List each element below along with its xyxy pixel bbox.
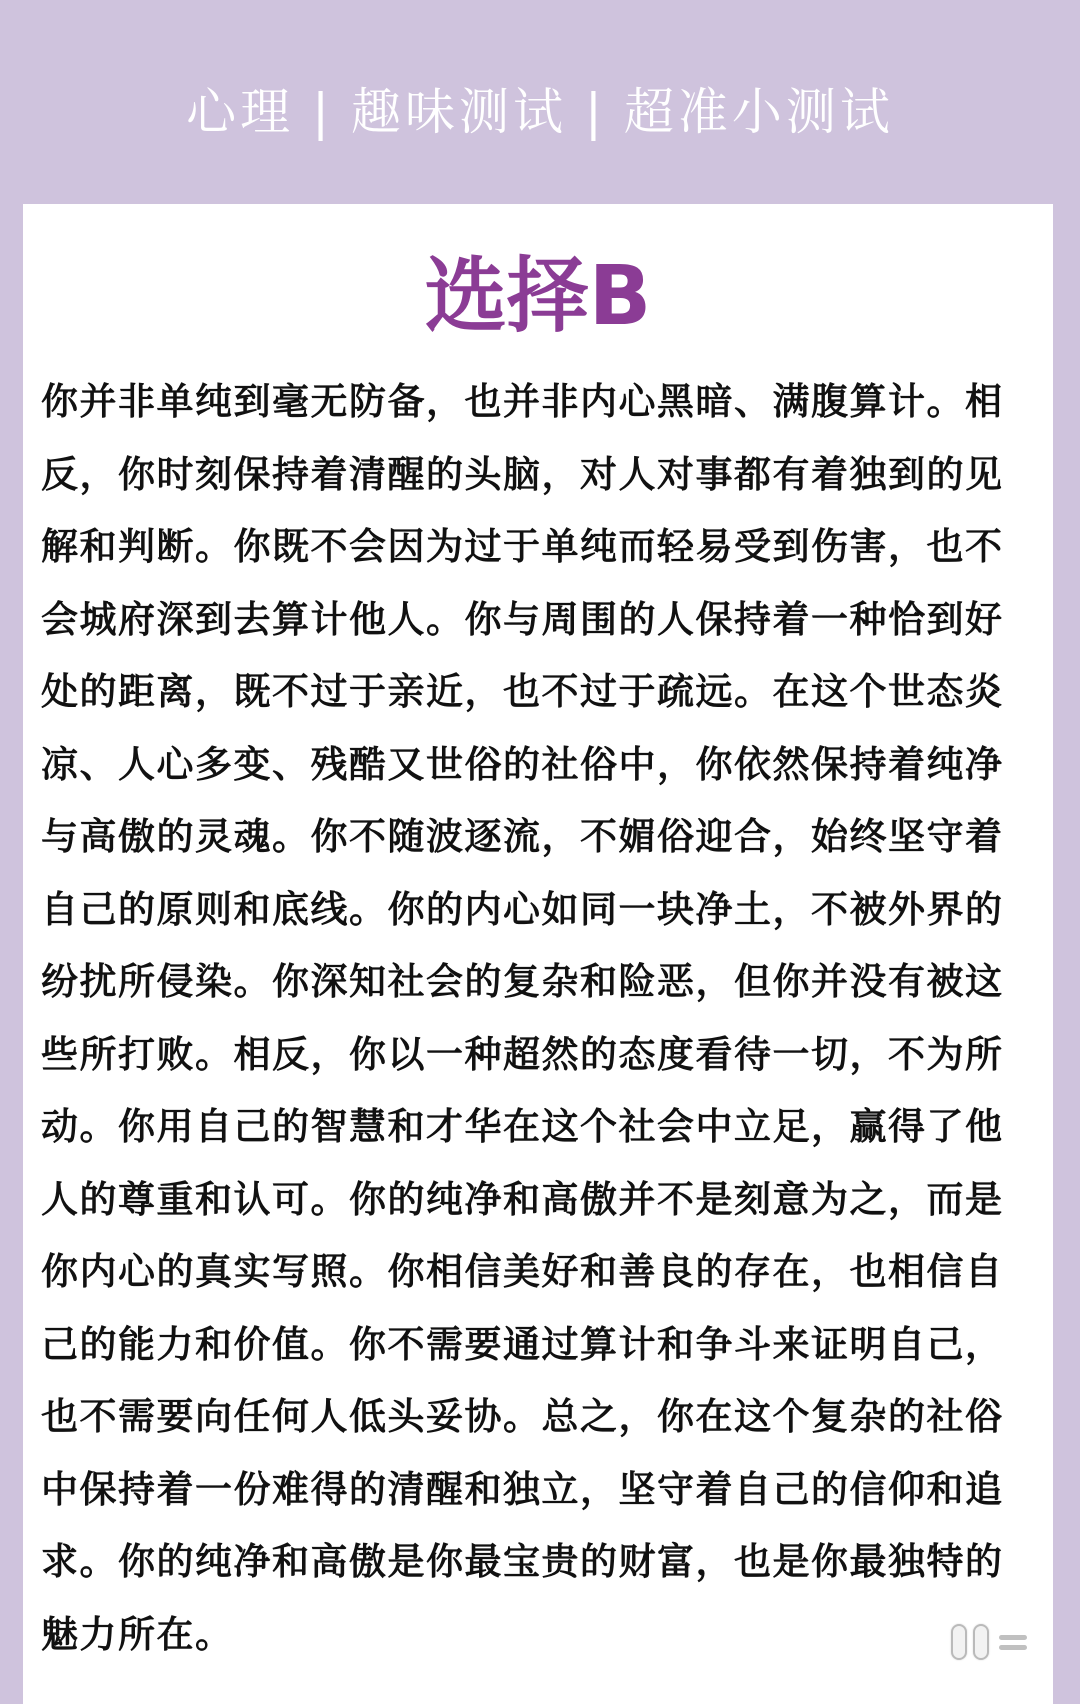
paragraph-line: 会城府深到去算计他人。你与周围的人保持着一种恰到好 [41,597,1004,641]
result-paragraph [41,366,1031,1671]
paragraph-line: 己的能力和价值。你不需要通过算计和争斗来证明自己， [41,1322,1004,1366]
paragraph-line: 与高傲的灵魂。你不随波逐流，不媚俗迎合，始终坚守着 [41,815,1004,858]
watermark-icon [951,1624,1027,1660]
paragraph-line: 处的距离，既不过于亲近，也不过于疏远。在这个世态炎 [41,670,1004,713]
paragraph-line: 也不需要向任何人低头妥协。总之，你在这个复杂的社俗 [41,1395,1004,1438]
paragraph-line: 中保持着一份难得的清醒和独立，坚守着自己的信仰和追 [41,1467,1004,1511]
header-part-fun-test: 趣味测试 [351,83,567,141]
watermark-line [999,1645,1027,1650]
paragraph-line: 求。你的纯净和高傲是你最宝贵的财富，也是你最独特的 [41,1540,1004,1583]
header-separator-1: | [312,83,333,141]
paragraph-line: 魅力所在。 [41,1612,234,1656]
paragraph-line: 自己的原则和底线。你的内心如同一块净土，不被外界的 [41,887,1004,931]
content-card [23,204,1053,1704]
paragraph-line: 纷扰所侵染。你深知社会的复杂和险恶，但你并没有被这 [41,960,1004,1003]
header-part-accurate-test: 超准小测试 [623,83,894,141]
watermark-bar-left [951,1624,967,1660]
watermark-lines [999,1635,1027,1650]
paragraph-line: 动。你用自己的智慧和才华在这个社会中立足，赢得了他 [41,1105,1004,1148]
paragraph-line: 你并非单纯到毫无防备，也并非内心黑暗、满腹算计。相 [41,380,1004,423]
paragraph-line: 些所打败。相反，你以一种超然的态度看待一切，不为所 [41,1032,1004,1076]
page-header [0,72,1080,152]
paragraph-line: 人的尊重和认可。你的纯净和高傲并不是刻意为之，而是 [41,1177,1004,1221]
header-part-psychology: 心理 [186,83,295,141]
paragraph-line: 凉、人心多变、残酷又世俗的社俗中，你依然保持着纯净 [41,742,1004,786]
page-title: 选择B [424,249,652,344]
watermark-bar-right [973,1624,989,1660]
paragraph-line: 反，你时刻保持着清醒的头脑，对人对事都有着独到的见 [41,452,1004,496]
paragraph-line: 解和判断。你既不会因为过于单纯而轻易受到伤害，也不 [41,525,1004,568]
header-separator-2: | [585,83,606,141]
watermark-line [999,1635,1027,1640]
paragraph-line: 你内心的真实写照。你相信美好和善良的存在，也相信自 [41,1250,1004,1293]
